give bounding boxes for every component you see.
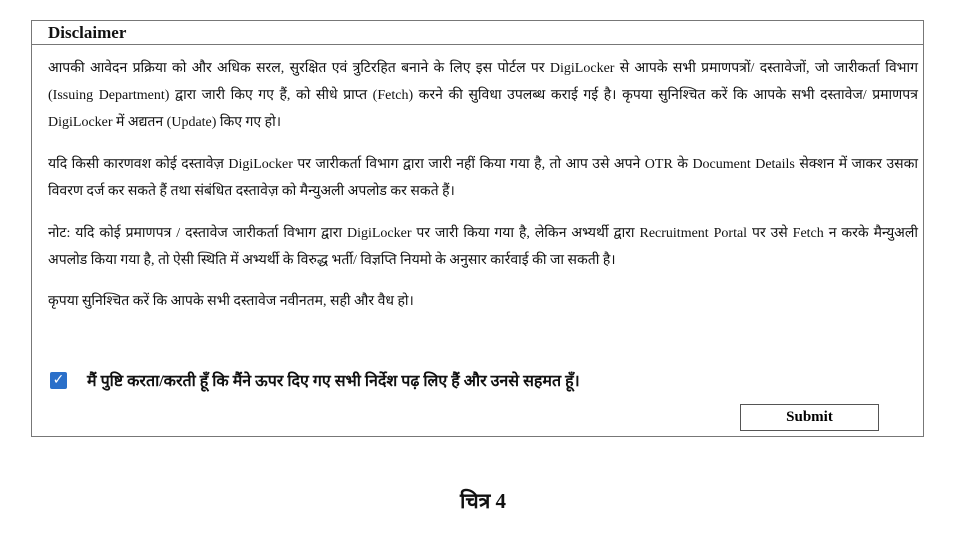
disclaimer-paragraph: कृपया सुनिश्चित करें कि आपके सभी दस्तावेज नवीनतम, सही और वैध हो। [48, 294, 414, 309]
disclaimer-note: नोट: यदि कोई प्रमाणपत्र / दस्तावेज जारीकर्ता विभाग द्वारा DigiLocker पर जारी किया गया है, लेकिन अभ्यर्थी द्वारा Recruitment Portal पर उसे Fetch न करके मैन्युअली अपलोड किया गया है, तो ऐसी स्थिति में अभ्यर्थी के विरुद्ध भर्ती/ विज्ञप्ति नियमो के अनुसार कार्रवाई की जा सकती है। [48, 226, 918, 268]
checkmark-icon: ✓ [52, 372, 65, 388]
figure-caption: चित्र 4 [459, 489, 507, 513]
submit-button[interactable]: Submit [740, 404, 879, 431]
agree-checkbox-label[interactable]: मैं पुष्टि करता/करती हूँ कि मैंने ऊपर दिए गए सभी निर्देश पढ़ लिए हैं और उनसे सहमत हूँ। [87, 373, 580, 390]
disclaimer-title: Disclaimer [32, 21, 923, 45]
agree-checkbox[interactable] [50, 372, 67, 389]
disclaimer-paragraph: यदि किसी कारणवश कोई दस्तावेज़ DigiLocker पर जारीकर्ता विभाग द्वारा जारी नहीं किया गया है, तो आप उसे अपने OTR के Document Details सेक्शन में जाकर उसका विवरण दर्ज कर सकते हैं तथा संबंधित दस्तावेज़ को मैन्युअली अपलोड कर सकते हैं। [48, 157, 918, 199]
disclaimer-paragraph: आपकी आवेदन प्रक्रिया को और अधिक सरल, सुरक्षित एवं त्रुटिरहित बनाने के लिए इस पोर्टल पर DigiLocker से आपके सभी प्रमाणपत्रों/ दस्तावेजों, जो जारीकर्ता विभाग (Issuing Department) द्वारा जारी किए गए हैं, को सीधे प्राप्त (Fetch) करने की सुविधा उपलब्ध कराई गई है। कृपया सुनिश्चित करें कि आपके सभी दस्तावेज/ प्रमाणपत्र DigiLocker में अद्यतन (Update) किए गए हो। [48, 61, 918, 130]
disclaimer-panel [31, 20, 924, 437]
